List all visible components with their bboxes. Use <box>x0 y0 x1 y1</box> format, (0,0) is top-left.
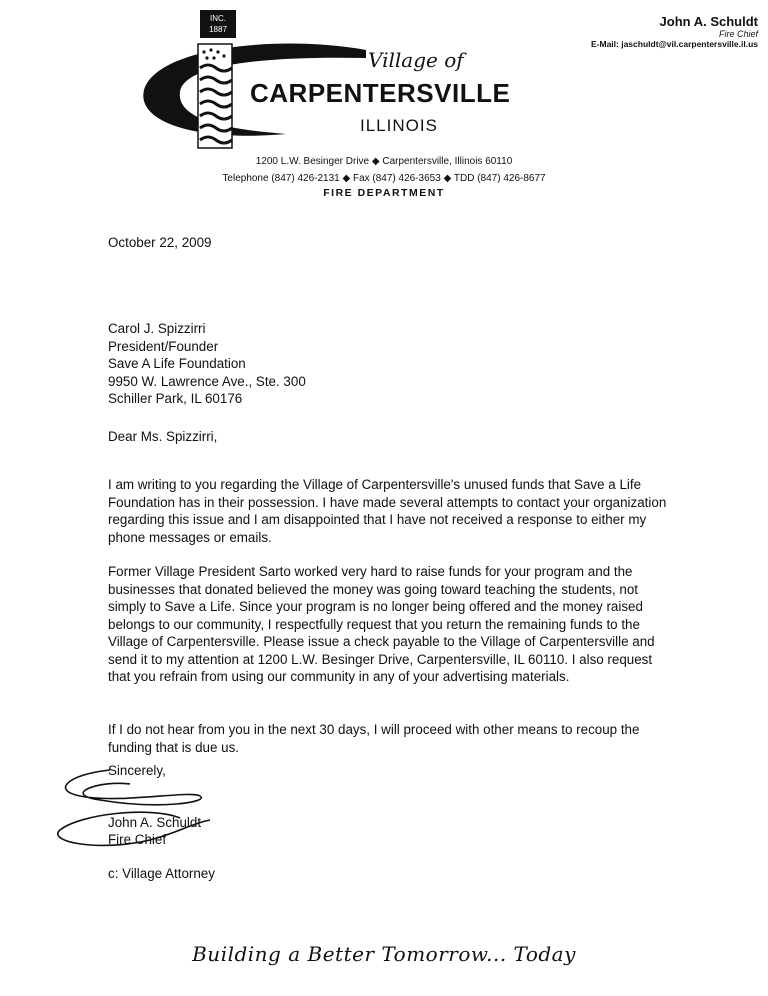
recipient-address <box>108 320 668 408</box>
recipient-line: Save A Life Foundation <box>108 356 246 371</box>
town-name: CARPENTERSVILLE <box>250 78 511 108</box>
salutation: Dear Ms. Spizzirri, <box>108 429 218 444</box>
incorporation-badge <box>200 10 236 38</box>
state-name: ILLINOIS <box>360 116 438 135</box>
body-paragraph: I am writing to you regarding the Village of Carpentersville's unused funds that Save a Life Foundation has in their possession. I have made several attempts to contact your organization regarding this issue and I am disappointed that I have not received a response to either my phone messages or emails. <box>108 477 667 545</box>
letterhead-phones: Telephone (847) 426-2131 ◆ Fax (847) 426-3653 ◆ TDD (847) 426-8677 <box>222 173 546 184</box>
body-paragraph: Former Village President Sarto worked very hard to raise funds for your program and the businesses that donated believed the money was going toward teaching the students, not simply to Save a Life. Since your program is no longer being offered and the money raised belongs to our community, I respectfully request that you return the remaining funds to the Village of Carpentersville. Please issue a check payable to the Village of Carpentersville and send it to my attention at 1200 L.W. Besinger Drive, Carpentersville, IL 60110. I also request that you refrain from using our community in any of your advertising materials. <box>108 564 655 685</box>
recipient-line: Carol J. Spizzirri <box>108 321 206 336</box>
signer-name: John A. Schuldt <box>108 815 202 830</box>
letterhead-address: 1200 L.W. Besinger Drive ◆ Carpentersville, Illinois 60110 <box>255 156 513 167</box>
sender-title: Fire Chief <box>718 29 758 39</box>
recipient-line: Schiller Park, IL 60176 <box>108 391 243 406</box>
signer-title: Fire Chief <box>108 832 167 847</box>
carbon-copy: c: Village Attorney <box>108 866 215 881</box>
body-paragraph: If I do not hear from you in the next 30 days, I will proceed with other means to recoup the funding that is due us. <box>108 722 640 755</box>
sender-email: E-Mail: jaschuldt@vil.carpentersville.il.us <box>590 39 758 49</box>
recipient-line: President/Founder <box>108 338 219 354</box>
inc-label: INC. <box>210 14 226 23</box>
department-name: FIRE DEPARTMENT <box>323 187 445 199</box>
sender-name: John A. Schuldt <box>659 14 758 29</box>
sender-block <box>538 14 758 49</box>
village-of-script: Village of <box>368 48 464 72</box>
inc-year: 1887 <box>209 25 227 34</box>
closing: Sincerely, <box>108 763 166 778</box>
recipient-line: 9950 W. Lawrence Ave., Ste. 300 <box>108 373 306 389</box>
footer-motto: Building a Better Tomorrow... Today <box>192 942 576 966</box>
letter-date: October 22, 2009 <box>108 235 212 250</box>
